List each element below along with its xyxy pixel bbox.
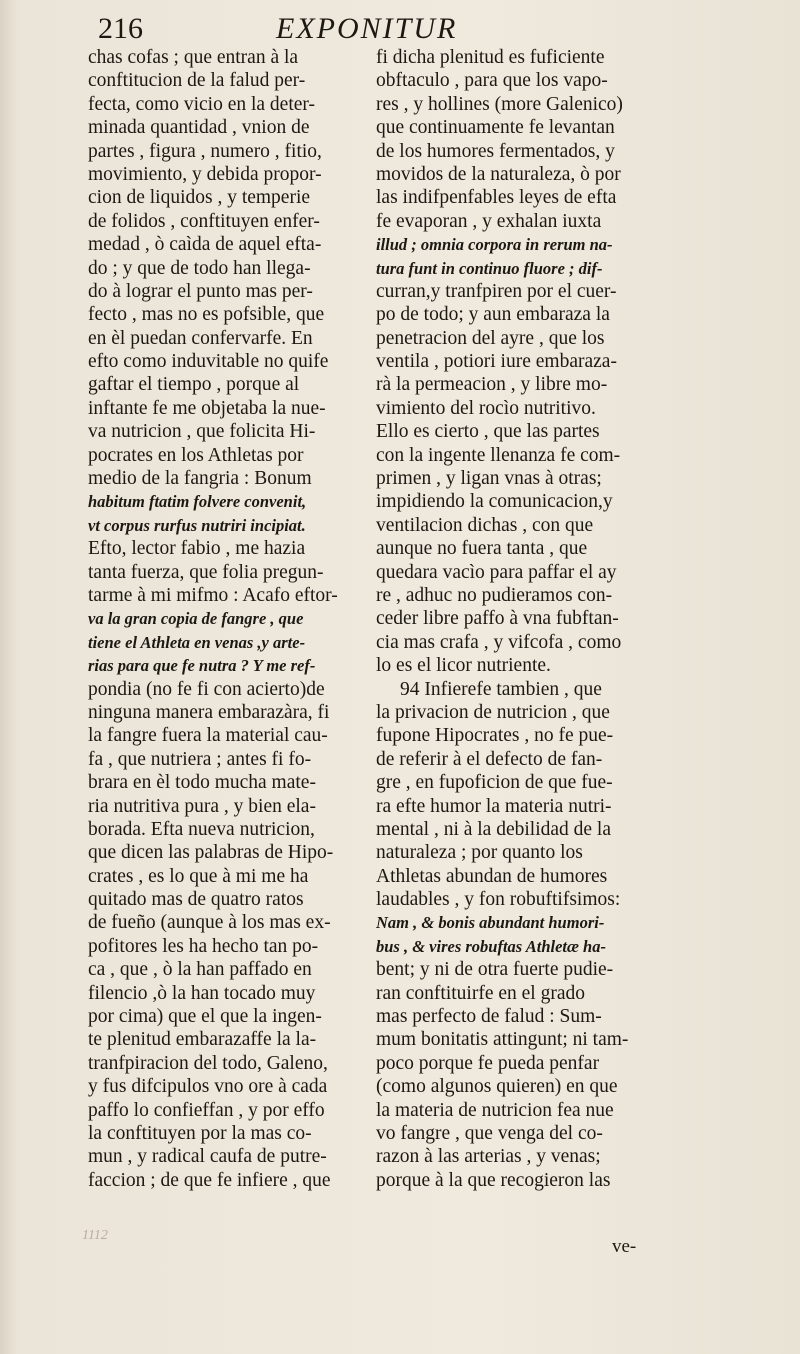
text-line: quitado mas de quatro ratos: [88, 889, 304, 911]
text-line: y fus difcipulos vno ore à cada: [88, 1076, 328, 1098]
running-head: EXPONITUR: [276, 12, 458, 45]
text-line: impidiendo la comunicacion,y: [376, 491, 613, 513]
text-line: chas cofas ; que entran à la: [88, 47, 299, 68]
text-line: fe evaporan , y exhalan iuxta: [376, 210, 602, 232]
text-line: las indifpenfables leyes de efta: [376, 187, 617, 209]
text-line: fi dicha plenitud es fuficiente: [376, 47, 605, 68]
text-line: tanta fuerza, que folia pregun-: [88, 561, 324, 583]
text-line: laudables , y fon robuftifsimos:: [376, 889, 621, 911]
text-line: de fueño (aunque à los mas ex-: [88, 912, 331, 934]
text-line: Nam , & bonis abundant humori-: [376, 913, 605, 933]
text-line: Athletas abundan de humores: [376, 865, 608, 887]
text-line: pocrates en los Athletas por: [88, 444, 304, 466]
text-line: mum bonitatis attingunt; ni tam-: [376, 1029, 629, 1051]
text-line: tiene el Athleta en venas ,y arte-: [88, 632, 306, 652]
text-line: vt corpus rurfus nutriri incipiat.: [88, 515, 306, 535]
text-line: mental , ni à la debilidad de la: [376, 818, 611, 840]
text-line: mas perfecto de falud : Sum-: [376, 1006, 602, 1028]
text-line: ca , que , ò la han paffado en: [88, 959, 312, 981]
text-line: tranfpiracion del todo, Galeno,: [88, 1052, 328, 1074]
text-line: movidos de la naturaleza, ò por: [376, 163, 621, 185]
text-line: rias para que fe nutra ? Y me ref-: [88, 656, 316, 676]
text-line: que dicen las palabras de Hipo-: [88, 842, 334, 864]
text-line: en èl puedan confervarfe. En: [88, 327, 313, 349]
text-line: Ello es cierto , que las partes: [376, 421, 600, 443]
footer-mark: 1112: [82, 1228, 108, 1243]
text-line: partes , figura , numero , fitio,: [88, 140, 322, 162]
text-line: movimiento, y debida propor-: [88, 163, 322, 185]
text-line: poco porque fe pueda penfar: [376, 1052, 600, 1074]
text-line: paffo lo confieffan , y por effo: [88, 1099, 325, 1121]
text-line: obftaculo , para que los vapo-: [376, 70, 608, 92]
text-line: do ; y que de todo han llega-: [88, 257, 311, 279]
text-line: medad , ò caìda de aquel efta-: [88, 234, 322, 256]
text-line: la fangre fuera la material cau-: [88, 725, 328, 747]
text-line: fa , que nutriera ; antes fi fo-: [88, 748, 312, 770]
text-line: filencio ,ò la han tocado muy: [88, 982, 316, 1004]
text-line: por cima) que el que la ingen-: [88, 1006, 322, 1028]
text-line: curran,y tranfpiren por el cuer-: [376, 280, 617, 302]
text-line: efto como induvitable no quife: [88, 351, 329, 373]
text-line: bus , & vires robuftas Athletæ ha-: [376, 936, 606, 956]
text-line: vo fangre , que venga del co-: [376, 1122, 603, 1144]
text-line: va nutricion , que folicita Hi-: [88, 421, 316, 443]
text-line: penetracion del ayre , que los: [376, 327, 605, 349]
text-line: inftante fe me objetaba la nue-: [88, 397, 326, 419]
text-line: conftitucion de la falud per-: [88, 70, 306, 92]
text-line: pofitores les ha hecho tan po-: [88, 935, 319, 957]
page-header: [0, 10, 800, 50]
text-line: faccion ; de que fe infiere , que: [88, 1169, 331, 1191]
text-line: mun , y radical caufa de putre-: [88, 1146, 327, 1168]
text-line: ria nutritiva pura , y bien ela-: [88, 795, 316, 817]
text-line: ninguna manera embarazàra, fi: [88, 701, 330, 723]
text-line: cia mas crafa , y vifcofa , como: [376, 631, 622, 653]
text-line: po de todo; y aun embaraza la: [376, 304, 610, 326]
text-line: fupone Hipocrates , no fe pue-: [376, 725, 614, 747]
text-line: vimiento del rocìo nutritivo.: [376, 397, 596, 419]
text-line: do à lograr el punto mas per-: [88, 280, 313, 302]
text-line: ventilacion dichas , con que: [376, 514, 594, 536]
text-line: tarme à mi mifmo : Acafo eftor-: [88, 584, 338, 606]
text-line: res , y hollines (more Galenico): [376, 93, 623, 115]
text-line: con la ingente llenanza fe com-: [376, 444, 621, 466]
text-line: fecta, como vicio en la deter-: [88, 93, 315, 115]
text-line: pondia (no fe fi con acierto)de: [88, 678, 325, 700]
text-line: aunque no fuera tanta , que: [376, 538, 588, 560]
text-line: habitum ftatim folvere convenit,: [88, 492, 307, 512]
text-line: rà la permeacion , y libre mo-: [376, 374, 608, 396]
text-line: fecto , mas no es pofsible, que: [88, 304, 325, 326]
text-line: razon à las arterias , y venas;: [376, 1146, 601, 1168]
text-line: brara en èl todo mucha mate-: [88, 772, 316, 794]
text-line: la privacion de nutricion , que: [376, 701, 610, 723]
text-line: 94 Infierefe tambien , que: [400, 678, 602, 700]
left-text-column: [88, 46, 376, 1192]
text-line: minada quantidad , vnion de: [88, 117, 310, 139]
text-line: de referir à el defecto de fan-: [376, 748, 603, 770]
text-line: la materia de nutricion fea nue: [376, 1099, 614, 1121]
text-line: crates , es lo que à mi me ha: [88, 865, 309, 887]
text-line: de los humores fermentados, y: [376, 140, 615, 162]
text-line: ran conftituirfe en el grado: [376, 982, 585, 1004]
text-line: te plenitud embarazaffe la la-: [88, 1029, 317, 1051]
text-line: naturaleza ; por quanto los: [376, 842, 583, 864]
text-line: illud ; omnia corpora in rerum na-: [376, 235, 613, 255]
text-line: (como algunos quieren) en que: [376, 1076, 618, 1098]
text-line: Efto, lector fabio , me hazia: [88, 538, 306, 560]
text-line: cion de liquidos , y temperie: [88, 187, 311, 209]
text-line: ceder libre paffo à vna fubftan-: [376, 608, 619, 630]
right-text-column: [376, 46, 658, 1192]
text-line: porque à la que recogieron las: [376, 1169, 611, 1191]
text-line: tura funt in continuo fluore ; dif-: [376, 258, 603, 278]
text-line: primen , y ligan vnas à otras;: [376, 468, 602, 490]
text-line: medio de la fangria : Bonum: [88, 468, 312, 490]
text-line: gre , en fupoficion de que fue-: [376, 772, 613, 794]
text-line: bent; y ni de otra fuerte pudie-: [376, 959, 614, 981]
text-line: borada. Efta nueva nutricion,: [88, 818, 315, 840]
text-line: lo es el licor nutriente.: [376, 655, 551, 677]
catchword: ve-: [612, 1236, 637, 1257]
text-line: re , adhuc no pudieramos con-: [376, 584, 613, 606]
text-line: ra efte humor la materia nutri-: [376, 795, 612, 817]
text-line: gaftar el tiempo , porque al: [88, 374, 300, 396]
text-line: ventila , potiori iure embaraza-: [376, 351, 617, 373]
text-line: va la gran copia de fangre , que: [88, 609, 304, 629]
text-line: la conftituyen por la mas co-: [88, 1122, 312, 1144]
text-line: que continuamente fe levantan: [376, 117, 615, 139]
text-line: quedara vacìo para paffar el ay: [376, 561, 617, 583]
page-number: 216: [98, 12, 143, 45]
text-line: de folidos , conftituyen enfer-: [88, 210, 320, 232]
